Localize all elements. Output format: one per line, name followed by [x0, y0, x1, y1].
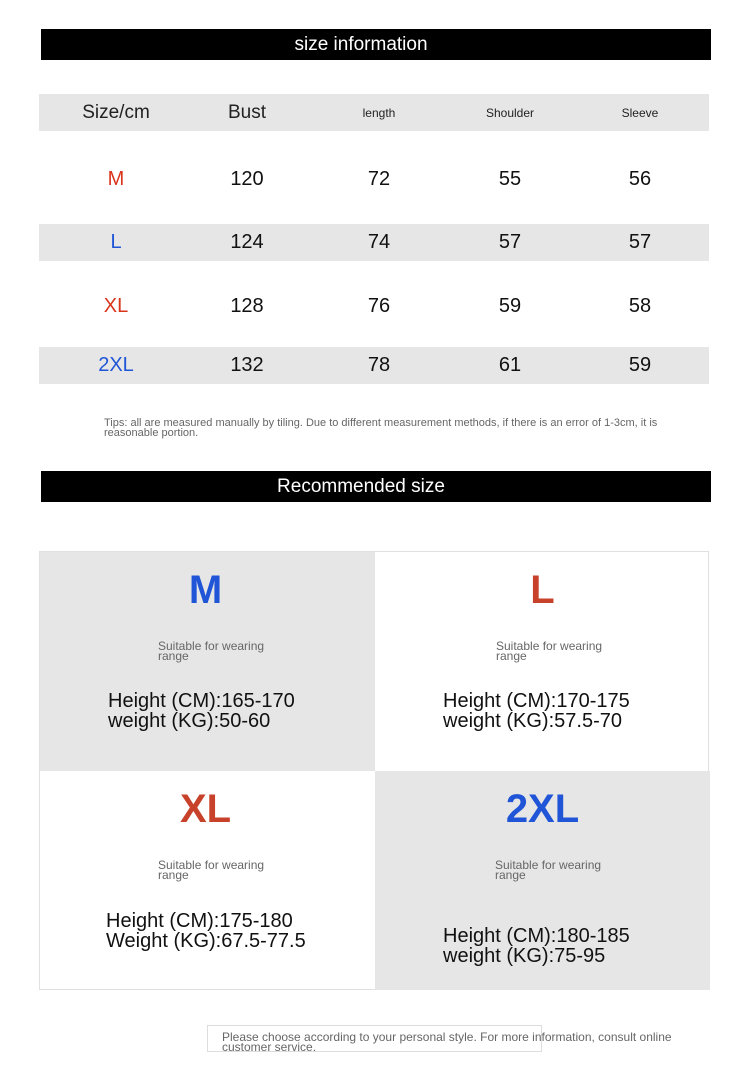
footer-note: Please choose according to your personal style. For more information, consult online customer service. — [222, 1030, 672, 1054]
table-row — [39, 224, 709, 261]
card-suitable-label: Suitable for wearing range — [496, 639, 603, 663]
measurement-tips: Tips: all are measured manually by tiling. Due to different measurement methods, if there is an error of 1-3cm, it is reasonable portion. — [104, 417, 658, 439]
recommended-size-banner — [41, 471, 711, 502]
card-suitable-label: Suitable for wearing range — [158, 858, 265, 882]
size-card-2xl — [375, 771, 710, 990]
card-size: XL — [179, 787, 232, 831]
size-card-xl — [40, 771, 375, 990]
table-header-row — [39, 94, 709, 131]
bust-value: 128 — [230, 295, 264, 317]
header-size: Size/cm — [82, 101, 150, 123]
size-label-l: L — [110, 231, 122, 253]
length-value: 78 — [367, 354, 391, 376]
length-value: 72 — [367, 168, 391, 190]
card-size: L — [530, 568, 555, 612]
header-shoulder: Shoulder — [485, 105, 535, 120]
card-weight: Weight (KG):67.5-77.5 — [106, 930, 306, 952]
size-information-banner — [41, 29, 711, 60]
table-row — [39, 161, 709, 198]
bust-value: 132 — [230, 354, 264, 376]
footer-note-box — [207, 1025, 672, 1054]
size-label-2xl: 2XL — [98, 354, 134, 376]
size-card-l — [375, 552, 710, 771]
size-card-m — [40, 552, 375, 771]
card-weight: weight (KG):57.5-70 — [443, 710, 622, 732]
bust-value: 120 — [230, 168, 264, 190]
shoulder-value: 55 — [498, 168, 522, 190]
table-row — [39, 347, 709, 384]
shoulder-value: 59 — [498, 295, 522, 317]
header-length: length — [362, 105, 396, 120]
card-height: Height (CM):175-180 — [106, 910, 293, 932]
length-value: 74 — [367, 231, 391, 253]
recommended-size-title: Recommended size — [277, 475, 445, 497]
size-label-m: M — [107, 168, 125, 190]
card-height: Height (CM):165-170 — [108, 690, 295, 712]
shoulder-value: 57 — [498, 231, 522, 253]
length-value: 76 — [367, 295, 391, 317]
sleeve-value: 58 — [628, 295, 652, 317]
card-weight: weight (KG):75-95 — [443, 945, 606, 967]
bust-value: 124 — [230, 231, 264, 253]
recommended-size-grid — [39, 551, 709, 990]
card-size: 2XL — [505, 787, 580, 831]
card-suitable-label: Suitable for wearing range — [495, 858, 602, 882]
card-suitable-label: Suitable for wearing range — [158, 639, 265, 663]
sleeve-value: 59 — [628, 354, 652, 376]
header-sleeve: Sleeve — [621, 105, 659, 120]
sleeve-value: 57 — [628, 231, 652, 253]
card-height: Height (CM):180-185 — [443, 925, 630, 947]
sleeve-value: 56 — [628, 168, 652, 190]
size-label-xl: XL — [103, 295, 129, 317]
size-information-title: size information — [294, 33, 428, 55]
card-height: Height (CM):170-175 — [443, 690, 630, 712]
table-row — [39, 288, 709, 325]
header-bust: Bust — [227, 101, 267, 123]
card-size: M — [188, 568, 223, 612]
shoulder-value: 61 — [498, 354, 522, 376]
card-weight: weight (KG):50-60 — [108, 710, 271, 732]
